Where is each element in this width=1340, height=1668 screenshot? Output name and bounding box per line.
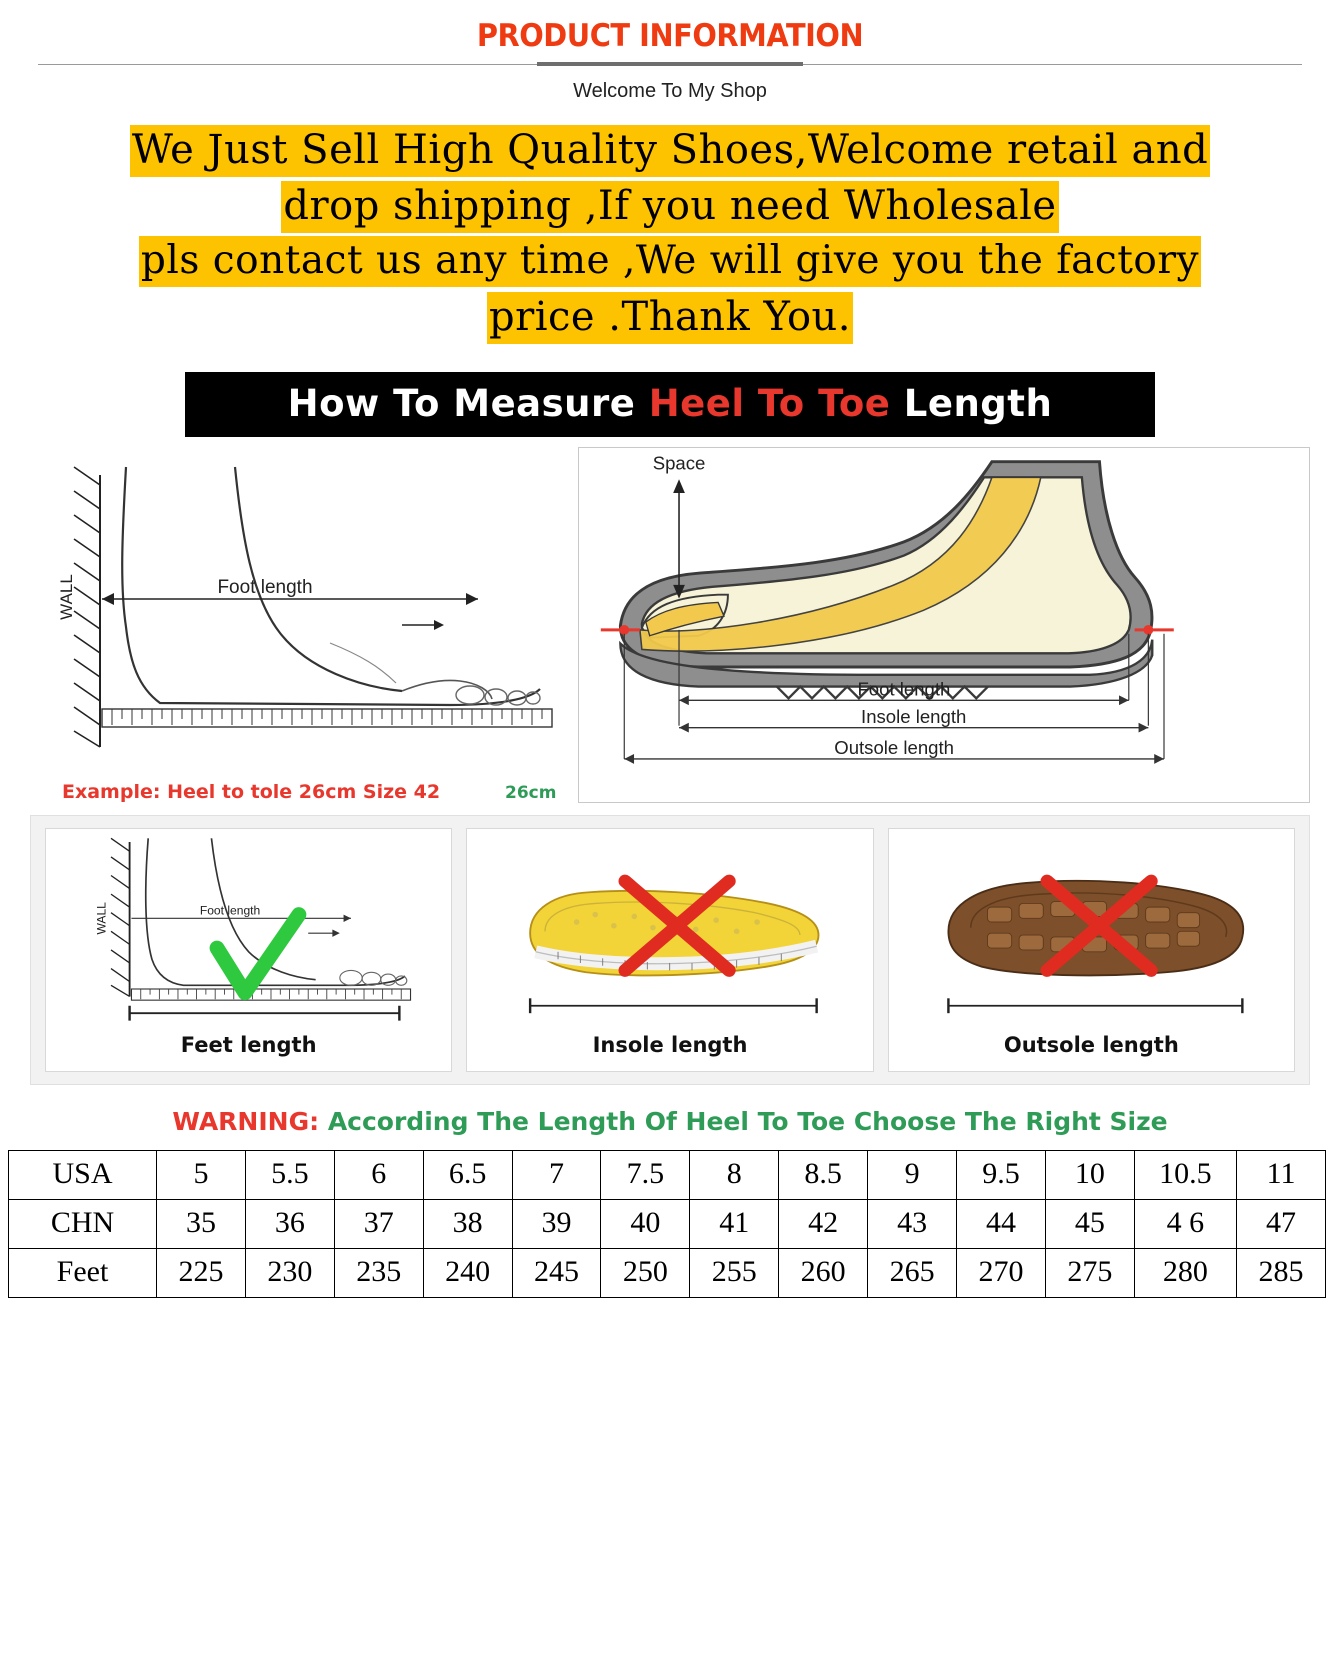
cell-feet-11: 280 xyxy=(1134,1248,1236,1297)
size-chart-table xyxy=(8,1150,1326,1298)
cell-feet-12: 285 xyxy=(1237,1248,1326,1297)
cell-feet-5: 250 xyxy=(601,1248,690,1297)
shoe-section-svg xyxy=(579,448,1309,800)
cell-chn-8: 43 xyxy=(868,1199,957,1248)
example-cm: 26cm xyxy=(505,782,557,803)
cell-usa-8: 9 xyxy=(868,1150,957,1199)
cell-usa-10: 10 xyxy=(1045,1150,1134,1199)
measure-banner-text-2: Length xyxy=(890,381,1053,425)
foot-length-label-right: Foot length xyxy=(857,678,951,700)
panel-feet-length xyxy=(45,828,452,1072)
cell-chn-12: 47 xyxy=(1237,1199,1326,1248)
cell-feet-9: 270 xyxy=(957,1248,1046,1297)
cell-usa-5: 7.5 xyxy=(601,1150,690,1199)
cell-feet-3: 240 xyxy=(423,1248,512,1297)
cell-usa-7: 8.5 xyxy=(779,1150,868,1199)
insole-length-svg xyxy=(467,829,872,1029)
cell-usa-2: 6 xyxy=(334,1150,423,1199)
row-label-chn: CHN xyxy=(9,1199,157,1248)
header-divider-thick xyxy=(537,62,803,66)
sales-line-4: price .Thank You. xyxy=(0,296,1340,338)
sales-message xyxy=(0,129,1340,338)
insole-length-label-right: Insole length xyxy=(861,705,967,727)
cell-usa-3: 6.5 xyxy=(423,1150,512,1199)
measure-section xyxy=(30,372,1310,1136)
page-title: PRODUCT INFORMATION xyxy=(476,18,864,54)
shoe-cross-section-diagram xyxy=(578,447,1310,803)
foot-length-label-panel: Foot length xyxy=(199,903,261,918)
cell-chn-2: 37 xyxy=(334,1199,423,1248)
panel-insole-length xyxy=(466,828,873,1072)
cell-chn-4: 39 xyxy=(512,1199,601,1248)
table-row xyxy=(9,1150,1326,1199)
outsole-length-label-right: Outsole length xyxy=(834,736,954,758)
example-note: Example: Heel to tole 26cm Size 42 26cm xyxy=(62,780,557,803)
panel-caption-insole: Insole length xyxy=(592,1032,748,1057)
cell-usa-4: 7 xyxy=(512,1150,601,1199)
cell-feet-8: 265 xyxy=(868,1248,957,1297)
header-subtitle: Welcome To My Shop xyxy=(573,80,767,102)
table-row xyxy=(9,1248,1326,1297)
measure-banner-highlight: Heel To Toe xyxy=(648,381,891,425)
sales-line-1: We Just Sell High Quality Shoes,Welcome retail and xyxy=(0,129,1340,171)
row-label-feet: Feet xyxy=(9,1248,157,1297)
foot-against-wall-diagram xyxy=(30,447,570,803)
wall-label-left: WALL xyxy=(57,574,76,620)
cell-chn-6: 41 xyxy=(690,1199,779,1248)
wall-label-panel: WALL xyxy=(94,902,109,935)
space-label: Space xyxy=(652,452,706,474)
cell-feet-2: 235 xyxy=(334,1248,423,1297)
measure-banner-text-1: How To Measure xyxy=(287,381,649,425)
header-divider xyxy=(0,60,1340,70)
cell-feet-0: 225 xyxy=(157,1248,246,1297)
outsole-length-svg xyxy=(889,829,1294,1029)
cell-feet-6: 255 xyxy=(690,1248,779,1297)
warning-label: WARNING: xyxy=(172,1106,320,1136)
wall-foot-svg xyxy=(30,447,570,777)
check-icon xyxy=(217,915,299,993)
warning-line xyxy=(30,1107,1310,1136)
panel-caption-outsole: Outsole length xyxy=(1003,1032,1179,1057)
cell-chn-9: 44 xyxy=(957,1199,1046,1248)
foot-length-label-left: Foot length xyxy=(217,576,313,598)
cell-chn-7: 42 xyxy=(779,1199,868,1248)
cell-usa-12: 11 xyxy=(1237,1150,1326,1199)
cell-usa-0: 5 xyxy=(157,1150,246,1199)
cell-chn-10: 45 xyxy=(1045,1199,1134,1248)
cell-chn-3: 38 xyxy=(423,1199,512,1248)
cell-feet-10: 275 xyxy=(1045,1248,1134,1297)
diagram-row xyxy=(30,447,1310,803)
cell-chn-5: 40 xyxy=(601,1199,690,1248)
comparison-panels xyxy=(30,815,1310,1085)
panel-outsole-length xyxy=(888,828,1295,1072)
measure-banner xyxy=(185,372,1155,437)
row-label-usa: USA xyxy=(9,1150,157,1199)
feet-length-svg xyxy=(46,829,451,1029)
panel-caption-feet: Feet length xyxy=(180,1032,317,1057)
cell-chn-0: 35 xyxy=(157,1199,246,1248)
sales-line-2: drop shipping ,If you need Wholesale xyxy=(0,185,1340,227)
cell-feet-4: 245 xyxy=(512,1248,601,1297)
cell-usa-6: 8 xyxy=(690,1150,779,1199)
table-row xyxy=(9,1199,1326,1248)
cell-usa-1: 5.5 xyxy=(245,1150,334,1199)
cell-chn-11: 4 6 xyxy=(1134,1199,1236,1248)
warning-text: According The Length Of Heel To Toe Choose The Right Size xyxy=(327,1106,1168,1136)
cell-feet-7: 260 xyxy=(779,1248,868,1297)
cell-feet-1: 230 xyxy=(245,1248,334,1297)
cell-chn-1: 36 xyxy=(245,1199,334,1248)
sales-line-3: pls contact us any time ,We will give you the factory xyxy=(0,241,1340,282)
cell-usa-9: 9.5 xyxy=(957,1150,1046,1199)
cell-usa-11: 10.5 xyxy=(1134,1150,1236,1199)
